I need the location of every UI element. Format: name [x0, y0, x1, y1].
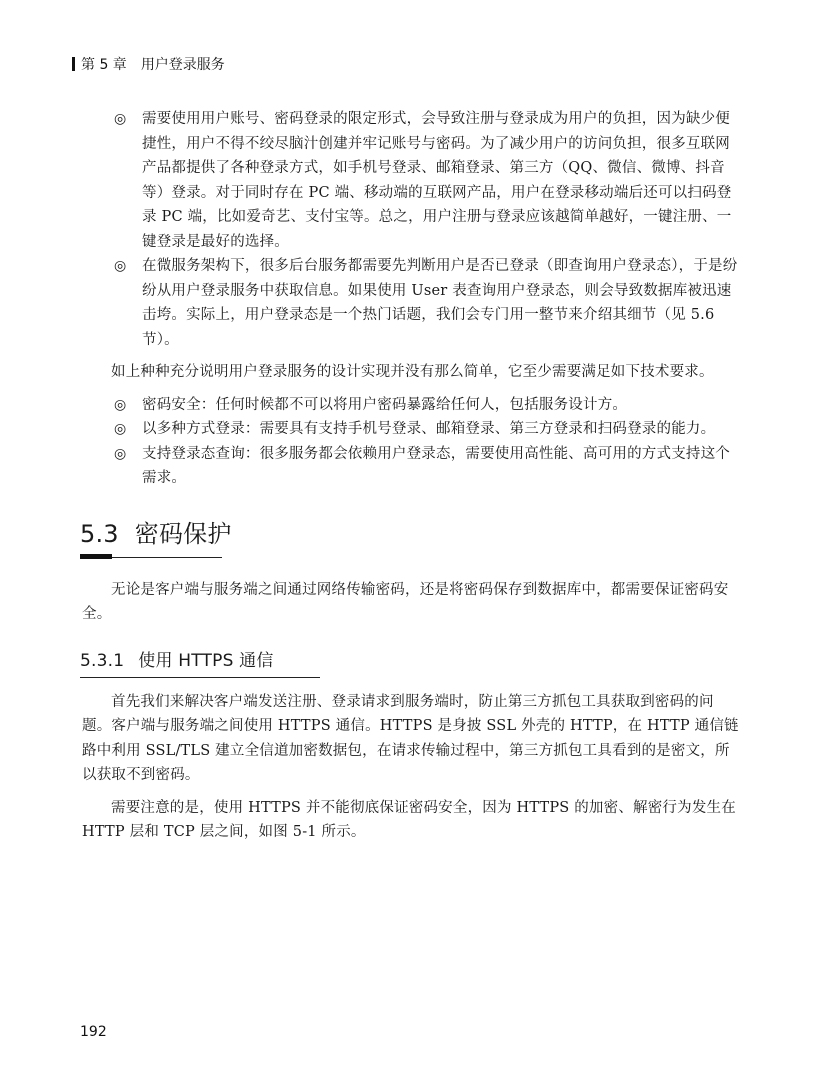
subsection-number: 5.3.1 [80, 650, 125, 671]
bullet-symbol: ◎ [114, 258, 127, 274]
list-item-text: 需要使用用户账号、密码登录的限定形式，会导致注册与登录成为用户的负担，因为缺少便捷性，用户不得不绞尽脑汁创建并牢记账号与密码。为了减少用户的访问负担，很多互联网产品都提供了各种登录方式，如手机号登录、邮箱登录、第三方（QQ、微信、微博、抖音等）登录。对于同时存在 PC 端、移动端的互联网产品，用户在登录移动端后还可以扫码登录 PC 端，比如爱奇艺、支付宝等。总之，用户注册与登录应该越简单越好，一键注册、一键登录是最好的选择。 [142, 111, 732, 250]
section-number: 5.3 [80, 519, 119, 548]
bullet-symbol: ◎ [114, 111, 127, 127]
list-item-text: 在微服务架构下，很多后台服务都需要先判断用户是否已登录（即查询用户登录态），于是纷纷从用户登录服务中获取信息。如果使用 User 表查询用户登录态，则会导致数据库被迅速击垮。实际上，用户登录态是一个热门话题，我们会专门用一整节来介绍其细节（见 5.6 节）。 [142, 258, 738, 348]
chapter-label: 第 5 章 [81, 57, 127, 73]
page-body [82, 107, 742, 845]
chapter-title: 用户登录服务 [140, 57, 225, 73]
section-heading [80, 519, 742, 557]
section-paragraph: 无论是客户端与服务端之间通过网络传输密码，还是将密码保存到数据库中，都需要保证密码安全。 [82, 581, 729, 622]
list-item [82, 442, 742, 491]
subsection-heading [80, 649, 742, 673]
subsection-paragraph: 需要注意的是，使用 HTTPS 并不能彻底保证密码安全，因为 HTTPS 的加密、解密行为发生在 HTTP 层和 TCP 层之间，如图 5-1 所示。 [82, 799, 736, 840]
page-number: 192 [80, 1024, 107, 1040]
bullet-symbol: ◎ [114, 445, 127, 462]
section-title: 密码保护 [134, 519, 232, 548]
list-item [82, 417, 742, 442]
list-item-text: 以多种方式登录：需要具有支持手机号登录、邮箱登录、第三方登录和扫码登录的能力。 [142, 421, 716, 437]
header-bar [72, 57, 75, 71]
list-item [82, 107, 742, 254]
summary-paragraph: 如上种种充分说明用户登录服务的设计实现并没有那么简单，它至少需要满足如下技术要求。 [111, 364, 714, 380]
subsection-paragraph: 首先我们来解决客户端发送注册、登录请求到服务端时，防止第三方抓包工具获取到密码的问题。客户端与服务端之间使用 HTTPS 通信。HTTPS 是身披 SSL 外壳的 HTTP，在 HTTP 通信链路中利用 SSL/TLS 建立全信道加密数据包，在请求传输过程中，第三方抓包工具看到的是密文，所以获取不到密码。 [82, 693, 739, 783]
section-underline [80, 557, 222, 558]
subsection-title: 使用 HTTPS 通信 [138, 650, 274, 671]
list-item-text: 支持登录态查询：很多服务都会依赖用户登录态，需要使用高性能、高可用的方式支持这个需求。 [142, 445, 730, 486]
section-underline-accent [80, 554, 112, 559]
list-item-text: 密码安全：任何时候都不可以将用户密码暴露给任何人，包括服务设计方。 [142, 396, 628, 413]
running-header [72, 56, 225, 74]
list-item [82, 254, 742, 352]
list-item [82, 393, 742, 418]
bullet-symbol: ◎ [114, 396, 127, 413]
bullet-symbol: ◎ [114, 421, 127, 437]
